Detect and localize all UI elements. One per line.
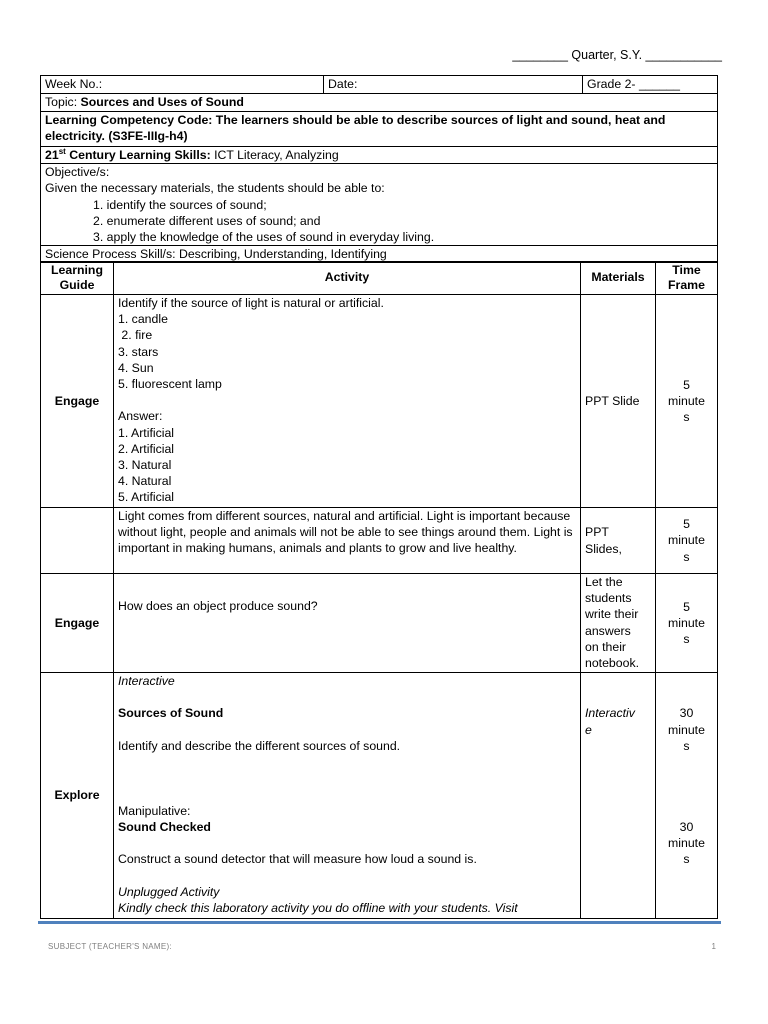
grade-cell: Grade 2- ______	[583, 76, 718, 94]
objectives-cell	[41, 164, 718, 246]
quarter-school-year-line: ________ Quarter, S.Y. ___________	[512, 48, 722, 62]
footer-subject-teacher: SUBJECT (TEACHER'S NAME):	[48, 942, 173, 951]
table-row	[41, 673, 718, 919]
objective-item: 1. identify the sources of sound;	[93, 197, 267, 212]
lesson-info-table	[40, 75, 718, 263]
learning-guide-engage: Engage	[41, 574, 114, 673]
header-time-frame: Time Frame	[656, 262, 718, 295]
time-frame-cell: 30 minute s 30 minute s	[656, 673, 718, 919]
materials-cell: PPT Slides,	[581, 508, 656, 574]
objectives-intro: Given the necessary materials, the students should be able to:	[45, 181, 385, 196]
activity-cell: Light comes from different sources, natural and artificial. Light is important because without light, people and animals will not be able to see things around them. Light is important in making humans, animals and plants to grow and live healthy.	[114, 508, 581, 574]
time-frame-cell: 5 minute s	[656, 295, 718, 508]
objectives-title: Objective/s:	[45, 165, 110, 180]
sound-checked-title: Sound Checked	[118, 819, 211, 834]
date-cell: Date:	[324, 76, 583, 94]
topic-value: Sources and Uses of Sound	[80, 95, 244, 109]
skills-label: 21st Century Learning Skills:	[45, 146, 215, 162]
page-number: 1	[711, 942, 716, 951]
table-row	[41, 508, 718, 574]
topic-label: Topic:	[45, 95, 81, 109]
sources-of-sound-description: Identify and describe the different sources of sound.	[118, 738, 401, 753]
activity-cell: Identify if the source of light is natural or artificial. 1. candle 2. fire 3. stars 4. Sun 5. fluorescent lamp Answer: 1. Artificial 2. Artificial 3. Natural 4. Natural 5. Artificial	[114, 295, 581, 508]
learning-guide-empty	[41, 508, 114, 574]
manipulative-label: Manipulative:	[118, 803, 191, 818]
materials-cell: PPT Slide	[581, 295, 656, 508]
learning-guide-engage: Engage	[41, 295, 114, 508]
table-header-row	[41, 262, 718, 295]
learning-competency: Learning Competency Code: The learners should be able to describe sources of light and sound, heat and electricity. (S3FE-IIIg-h4)	[41, 112, 718, 147]
topic-cell	[41, 94, 718, 112]
learning-skills-cell	[41, 147, 718, 164]
unplugged-activity-label: Unplugged Activity	[118, 884, 220, 899]
sound-checked-description: Construct a sound detector that will measure how loud a sound is.	[118, 852, 477, 867]
week-no-cell: Week No.:	[41, 76, 324, 94]
activity-cell: How does an object produce sound?	[114, 574, 581, 673]
process-skills-cell: Science Process Skill/s: Describing, Understanding, Identifying	[41, 246, 718, 263]
sources-of-sound-title: Sources of Sound	[118, 706, 224, 721]
activity-cell	[114, 673, 581, 919]
table-row	[41, 574, 718, 673]
time-frame-cell: 5 minute s	[656, 508, 718, 574]
interactive-label: Interactive	[118, 674, 175, 688]
table-row	[41, 295, 718, 508]
skills-value: ICT Literacy, Analyzing	[214, 148, 339, 162]
materials-cell: Let the students write their answers on their notebook.	[581, 574, 656, 673]
materials-cell: Interactiv e	[581, 673, 656, 919]
objective-item: 3. apply the knowledge of the uses of sound in everyday living.	[93, 230, 435, 245]
footer-divider	[38, 921, 721, 924]
lesson-activities-table	[40, 261, 718, 919]
header-activity: Activity	[114, 262, 581, 295]
time-frame-cell: 5 minute s	[656, 574, 718, 673]
header-learning-guide: Learning Guide	[41, 262, 114, 295]
header-materials: Materials	[581, 262, 656, 295]
learning-guide-explore: Explore	[41, 673, 114, 919]
objective-item: 2. enumerate different uses of sound; and	[93, 213, 321, 228]
unplugged-activity-description: Kindly check this laboratory activity you do offline with your students. Visit	[118, 900, 518, 915]
